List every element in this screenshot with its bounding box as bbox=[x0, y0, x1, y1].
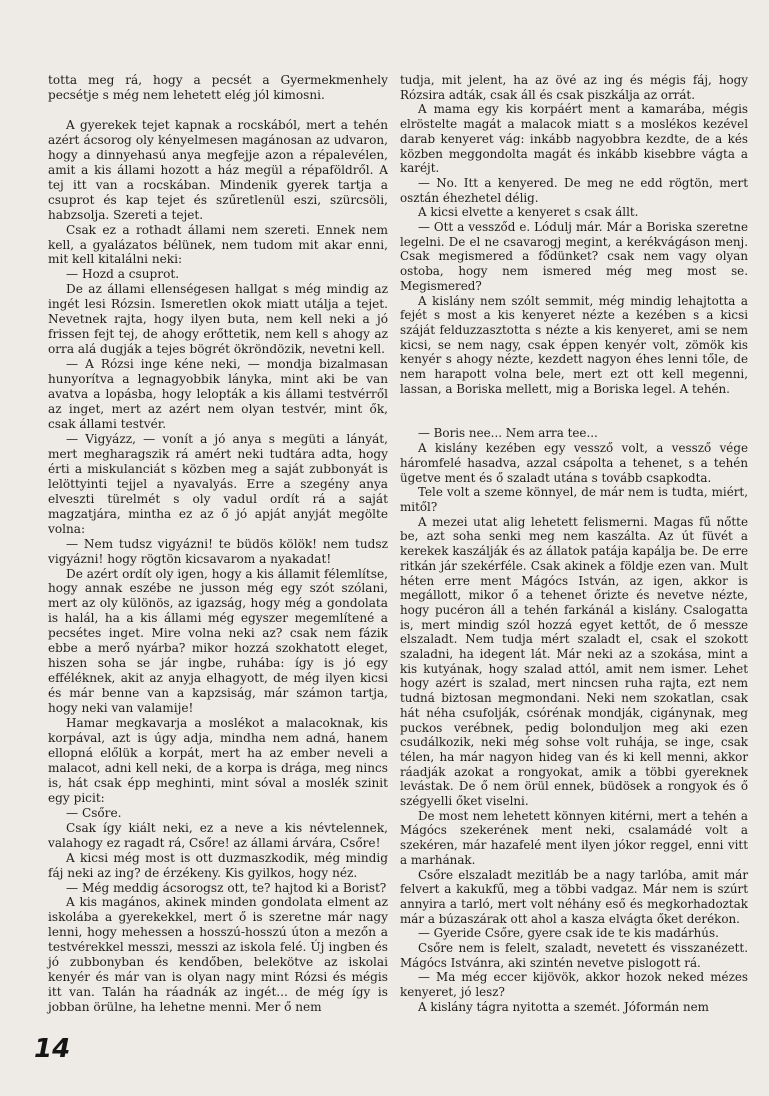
paragraph: A kis magános, akinek minden gondolata elment az iskolába a gyerekekkel, mert ő is szeretne már nagy lenni, hogy mehessen a hosszú-hosszú úton a mezőn a testvérekkel messzi, messzi az iskola felé. Új ingben és jó zubbonyban és kendőben, belekötve az iskolai kenyér és már van is olyan nagy mint Rózsi és mégis itt van. Talán ha ráadnák az ingét... de még így is jobban örülne, ha lehetne menni. Mer ő nem bbox=[48, 895, 388, 1015]
paragraph: A kislány nem szólt semmit, még mindig lehajtotta a fejét s most a kis kenyeret nézte a kezében s a kicsi száját felduzzasztotta s nézte a kis kenyeret, ami se nem kicsi, se nem nagy, csak éppen kenyér volt, zömök kis kenyér s ahogy nézte, kezdett nagyon éhes lenni tőle, de nem harapott volna bele, mert ezt ott kell megenni, lassan, a Boriska mellett, mig a Boriska legel. A tehén. bbox=[400, 293, 748, 396]
paragraph: A kislány kezében egy vessző volt, a vessző vége háromfelé hasadva, azzal csápolta a tehenet, s a tehén ügetve ment és ő szaladt utána s tovább csapkodta. bbox=[400, 441, 748, 485]
paragraph: Csak ez a rothadt állami nem szereti. Ennek nem kell, a gyalázatos bélünek, nem tudom mit akar enni, mit kell kitalálni neki: bbox=[48, 222, 388, 267]
paragraph: totta meg rá, hogy a pecsét a Gyermekmenhely pecsétje s még nem lehetett elég jól kimosni. bbox=[48, 73, 388, 102]
dialogue-line: — Hozd a csuprot. bbox=[66, 267, 180, 282]
paragraph: tudja, mit jelent, ha az övé az ing és mégis fáj, hogy Rózsira adták, csak áll és csak piszkálja az orrát. bbox=[400, 73, 748, 102]
dialogue-line: — Ott a vessződ e. Lódulj már. Már a Boriska szeretne legelni. De el ne csavarogj megint, a kerékvágáson menj. Csak megismered a fődünket? csak nem vagy olyan ostoba, hogy nem ismered még meg most se. Megismered? bbox=[400, 220, 748, 293]
dialogue-line: — Vigyázz, — vonít a jó anya s megüti a lányát, mert megharagszik rá amért neki tudtára adta, hogy érti a miskulanciát s közben meg a saját zubbonyát is lelöttyinti tejjel a nyavalyás. Erre a szegény anya elveszti türelmét s oly vadul ordít rá a saját magzatjára, mintha ez az ő jó apját anyját megölte volna: bbox=[48, 431, 388, 536]
dialogue-line: — No. Itt a kenyered. De meg ne edd rögtön, mert osztán éhezhetel délig. bbox=[400, 175, 748, 205]
dialogue-line: — Csőre. bbox=[66, 805, 122, 820]
paragraph: A gyerekek tejet kapnak a rocskából, mert a tehén azért ácsorog oly kényelmesen magánosan az udvaron, hogy a dinnyehasú anya megfejje azon a répalevélen, amit a kis állami hozott a ház megül a répaföldről. A tej itt van a rocskában. Mindenik gyerek tartja a csuprot és kap tejet és szűretlenül eszi, szürcsöli, habzsolja. Szereti a tejet. bbox=[48, 117, 388, 222]
paragraph: De most nem lehetett könnyen kitérni, mert a tehén a Mágócs szekerének ment neki, csalamádé volt a szekéren, már hazafelé ment ilyen jókor reggel, enni vitt a marhának. bbox=[400, 808, 748, 867]
paragraph: De azért ordít oly igen, hogy a kis államit félemlítse, hogy annak eszébe ne jusson még egy szót szólani, mert az oly különös, az igazság, hogy még a gondolata is halál, ha a kis állami még egyszer megemlítené a pecsétes inget. Mire volna neki az? csak nem fázik ebbe a merő nyárba? mikor hozzá szokhatott eleget, hiszen soha se jár ingbe, ruhába: így is jó egy efféléknek, akit az anyja elhagyott, de még ilyen kicsi és már benne van a kapzsiság, már számon tartja, hogy neki van valamije! bbox=[48, 566, 388, 716]
left-column bbox=[48, 73, 388, 1015]
paragraph: A kicsi még most is ott duzmaszkodik, még mindig fáj neki az ing? de érzékeny. Kis gyilkos, hogy néz. bbox=[48, 850, 388, 880]
paragraph: De az állami ellenségesen hallgat s még mindig az ingét lesi Rózsin. Ismeretlen okok miatt utálja a tejet. Nevetnek rajta, hogy ilyen buta, nem kell neki a jó frissen fejt tej, de ahogy erőttetik, nem kell s ahogy az orra alá dugják a tejes bögrét ökröndözik, nevetni kell. bbox=[48, 282, 388, 357]
paragraph: Hamar megkavarja a moslékot a malacoknak, kis korpával, azt is úgy adja, mindha nem adná, hanem ellopná előlük a korpát, mert ha az ember neveli a malacot, adni kell neki, de a korpa is drága, meg nincs is, hát csak épp meghinti, mint sóval a moslék szinit egy picit: bbox=[48, 716, 388, 805]
dialogue-line: — Ma még eccer kijövök, akkor hozok neked mézes kenyeret, jó lesz? bbox=[400, 970, 748, 1000]
dialogue-line: — Még meddig ácsorogsz ott, te? hajtod ki a Borist? bbox=[66, 880, 387, 895]
dialogue-line: — Nem tudsz vigyázni! te büdös kölök! nem tudsz vigyázni! hogy rögtön kicsavarom a nyakadat! bbox=[48, 536, 388, 566]
paragraph: Tele volt a szeme könnyel, de már nem is tudta, miért, mitől? bbox=[400, 485, 748, 514]
paragraph: A mezei utat alig lehetett felismerni. Magas fű nőtte be, azt soha senki meg nem kaszálta. Az út füvét a kerekek kaszálják és az állatok patája kapálja be. De erre ritkán jár szekérféle. Csak akinek a földje ezen van. Mult héten erre ment Mágócs István, az igen, akkor is megállott, mikor ő a tehenet őrizte és nevetve nézte, hogy pucéron áll a tehén farkánál a kislány. Csalogatta is, mert mindig szól hozzá egyet kettőt, de ő messze elszaladt. Nem tudja mért szaladt el, csak el szokott szaladni, ha idegent lát. Már neki az a szokása, mint a kis kutyának, hogy szalad attól, amit nem ismer. Lehet hogy azért is szalad, mert nincsen ruha rajta, ezt nem tudná biztosan megmondani. Neki nem szokatlan, csak hát néha csufolják, csórénak mondják, cigánynak, meg puckos verébnek, pedig bolonduljon meg aki ezen csudálkozik, neki még sohse volt ruhája, se inge, csak télen, ha már nagyon hideg van és ki kell menni, akkor ráadják azokat a rongyokat, amik a többi gyereknek levástak. De ő nem örül ennek, büdösek a rongyok és ő szégyelli őket viselni. bbox=[400, 514, 748, 809]
dialogue-line: — Gyeride Csőre, gyere csak ide te kis madárhús. bbox=[418, 926, 719, 941]
paragraph: A mama egy kis korpáért ment a kamarába, mégis elröstelte magát a malacok miatt s a moslékos kezével darab kenyeret vág: inkább nagyobbra kezdte, de a kés közben meggondolta magát és inkább kisebbre vágta a karéjt. bbox=[400, 102, 748, 176]
paragraph: Csőre nem is felelt, szaladt, nevetett és visszanézett. Mágócs Istvánra, aki szintén nevetve pislogott rá. bbox=[400, 941, 748, 970]
right-column bbox=[400, 73, 748, 1015]
dialogue-line: — Boris nee... Nem arra tee... bbox=[418, 426, 598, 441]
page-number: 14 bbox=[34, 1034, 71, 1064]
paragraph: A kicsi elvette a kenyeret s csak állt. bbox=[418, 205, 639, 220]
dialogue-line: — A Rózsi inge kéne neki, — mondja bizalmasan hunyorítva a legnagyobbik lányka, mint aki be van avatva a lopásba, hogy lelopták a kis állami testvérről az inget, mert az azért nem olyan testvér, mint ők, csak állami testvér. bbox=[48, 357, 388, 431]
paragraph: A kislány tágra nyitotta a szemét. Jóformán nem bbox=[418, 999, 709, 1014]
paragraph: Csőre elszaladt mezitláb be a nagy tarlóba, amit már felvert a kakukfű, meg a többi vadgaz. Már nem is szúrt annyira a tarló, mert volt néhány eső és megkorhadoztak már a búzaszárak ott ahol a kasza elvágta őket derékon. bbox=[400, 867, 748, 926]
paragraph: Csak így kiált neki, ez a neve a kis névtelennek, valahogy ez ragadt rá, Csőre! az állami árvára, Csőre! bbox=[48, 820, 388, 850]
